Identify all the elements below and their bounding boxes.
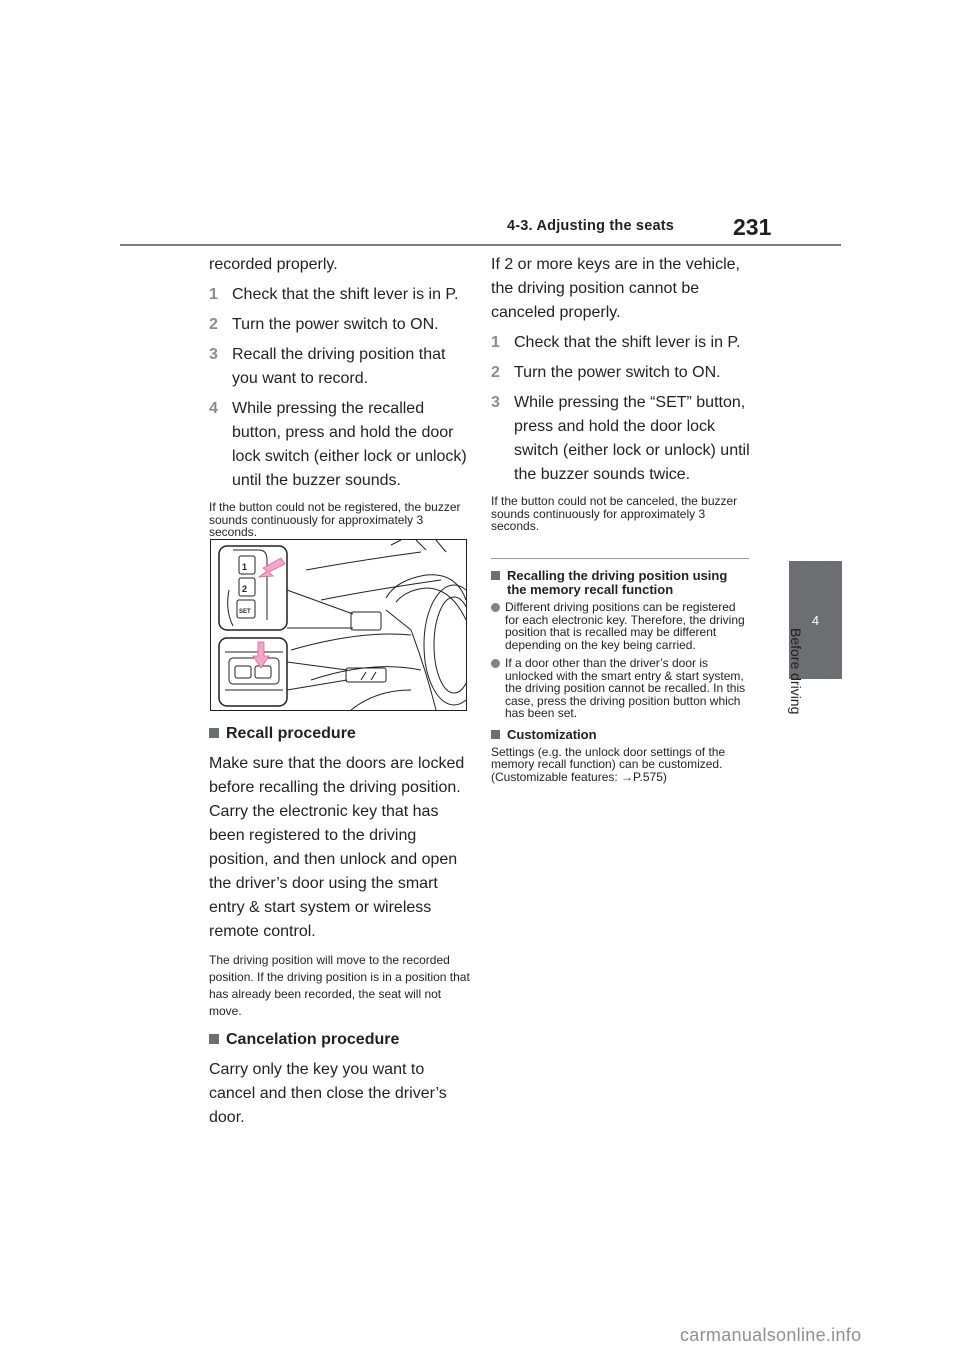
step-number: 3 — [491, 394, 500, 411]
customization-heading: Customization — [491, 728, 749, 742]
watermark: carmanualsonline.info — [680, 1325, 862, 1345]
square-bullet-icon — [209, 728, 219, 738]
step-text: Recall the driving position that you want to record. — [232, 346, 446, 387]
circle-bullet-icon — [491, 603, 500, 612]
chapter-number: 4 — [811, 612, 820, 628]
square-bullet-icon — [209, 1034, 219, 1044]
set-button-label: SET — [239, 609, 251, 615]
step-text: Check that the shift lever is in P. — [514, 334, 741, 351]
left-step — [209, 397, 471, 493]
circle-bullet-icon — [491, 659, 500, 668]
step-number: 1 — [209, 286, 218, 303]
right-column-lower — [491, 565, 749, 783]
right-note: If the button could not be canceled, the buzzer sounds continuously for approximately 3 seconds. — [491, 494, 738, 533]
left-column-lower — [209, 716, 471, 1136]
right-column — [491, 253, 753, 543]
step-number: 4 — [209, 400, 218, 417]
list-item: Different driving positions can be registered for each electronic key. Therefore, the driving position that is recalled may be different depending on the key being carried. — [491, 601, 749, 651]
step-text: Turn the power switch to ON. — [514, 364, 721, 381]
left-step — [209, 313, 471, 337]
button-2-label: 2 — [242, 584, 248, 594]
memory-switch-illustration — [210, 539, 467, 711]
cancel-body: Carry only the key you want to cancel and then close the driver’s door. — [209, 1061, 447, 1126]
right-step — [491, 391, 753, 487]
left-intro: recorded properly. — [209, 256, 338, 273]
step-number: 1 — [491, 334, 500, 351]
customization-body: Settings (e.g. the unlock door settings of the memory recall function) can be customized. (Customizable features: →P.575) — [491, 744, 726, 784]
square-bullet-icon — [491, 571, 500, 580]
section-title: 4-3. Adjusting the seats — [507, 218, 675, 234]
page-number: 231 — [733, 214, 772, 240]
left-step — [209, 283, 471, 307]
left-step — [209, 343, 471, 391]
section-divider — [491, 558, 749, 559]
door-panel-drawing — [211, 540, 466, 710]
step-number: 2 — [491, 364, 500, 381]
recall-heading: Recall procedure — [209, 722, 471, 746]
header-rule — [120, 244, 841, 246]
button-1-label: 1 — [242, 562, 248, 572]
right-step — [491, 331, 753, 355]
left-column — [209, 253, 471, 549]
step-text: While pressing the “SET” button, press and hold the door lock switch (either lock or unlock) until the buzzer sounds twice. — [514, 394, 750, 483]
cancel-heading: Cancelation procedure — [209, 1028, 471, 1052]
left-note: If the button could not be registered, the buzzer sounds continuously for approximately 3 seconds. — [209, 500, 461, 539]
chapter-label: Before driving — [788, 628, 804, 715]
list-item: If a door other than the driver’s door is unlocked with the smart entry & start system, the driving position cannot be recalled. In this case, press the driving position button which has been set. — [491, 657, 749, 720]
recall-body: Make sure that the doors are locked before recalling the driving position. Carry the electronic key that has been registered to the driving position, and then unlock and open the driver’s door using the smart entry & start system or wireless remote control. — [209, 755, 465, 940]
right-step — [491, 361, 753, 385]
square-bullet-icon — [491, 730, 500, 739]
step-number: 2 — [209, 316, 218, 333]
step-text: Turn the power switch to ON. — [232, 316, 439, 333]
step-number: 3 — [209, 346, 218, 363]
recall-note: The driving position will move to the recorded position. If the driving position is in a position that has already been recorded, the seat will not move. — [209, 953, 470, 1018]
step-text: While pressing the recalled button, press and hold the door lock switch (either lock or unlock) until the buzzer sounds. — [232, 400, 467, 489]
recalling-heading: Recalling the driving position using the memory recall function — [491, 569, 749, 597]
right-intro: If 2 or more keys are in the vehicle, the driving position cannot be canceled properly. — [491, 256, 740, 321]
step-text: Check that the shift lever is in P. — [232, 286, 459, 303]
